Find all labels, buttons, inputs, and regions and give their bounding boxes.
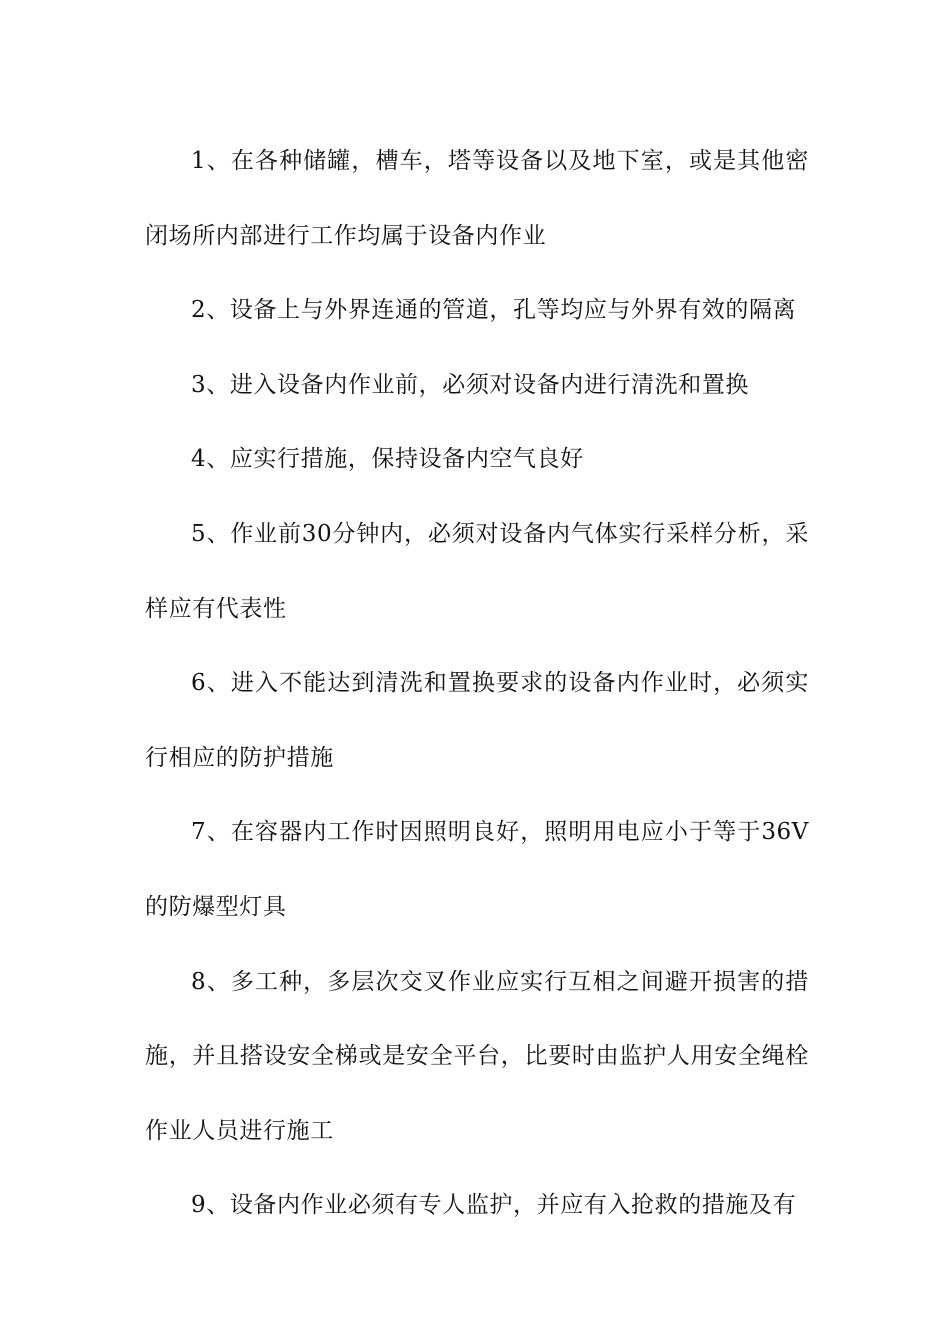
paragraph-9: 9、设备内作业必须有专人监护，并应有入抢救的措施及有 [191,1192,797,1219]
paragraph-1: 1、在各种储罐，槽车，塔等设备以及地下室，或是其他密闭场所内部进行工作均属于设备内作业 [145,148,809,249]
paragraph-6: 6、进入不能达到清洗和置换要求的设备内作业时，必须实行相应的防护措施 [145,670,809,771]
paragraph-3: 3、进入设备内作业前，必须对设备内进行清洗和置换 [191,371,750,398]
paragraph-5: 5、作业前30分钟内，必须对设备内气体实行采样分析，采样应有代表性 [145,520,809,622]
paragraph-2: 2、设备上与外界连通的管道，孔等均应与外界有效的隔离 [191,297,797,324]
paragraph-8: 8、多工种，多层次交叉作业应实行互相之间避开损害的措施，并且搭设安全梯或是安全平台，比要时由监护人用安全绳栓作业人员进行施工 [145,968,809,1144]
paragraph-4: 4、应实行措施，保持设备内空气良好 [191,446,584,473]
paragraph-7: 7、在容器内工作时因照明良好，照明用电应小于等于36V的防爆型灯具 [145,819,809,920]
document-body [145,124,809,1243]
